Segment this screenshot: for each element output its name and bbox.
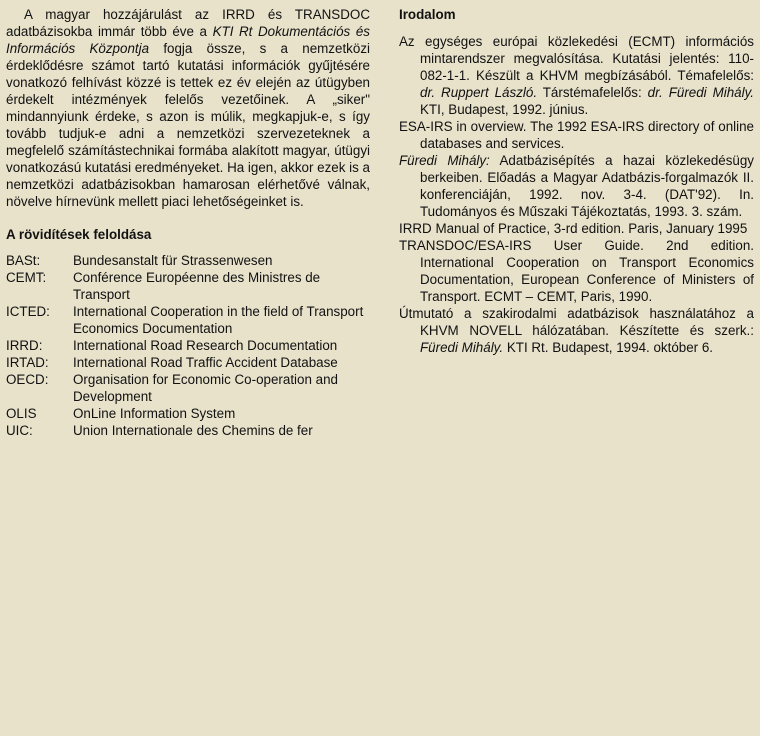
abbreviation-value: Union Internationale des Chemins de fer	[73, 423, 313, 438]
reference-text: Az egységes európai közlekedési (ECMT) információs mintarendszer megvalósítása. Kutatási jelentés: 110-082-1-1. Készült a KHVM megbízásából. Témafelelős:	[399, 34, 754, 83]
abbreviation-row	[6, 303, 370, 337]
abbreviation-row	[6, 269, 370, 303]
abbreviation-key: CEMT:	[6, 270, 47, 285]
abbreviation-value: OnLine Information System	[73, 406, 236, 421]
abbreviation-row	[6, 405, 370, 422]
left-column	[6, 6, 370, 439]
abbreviation-key: ICTED:	[6, 304, 50, 319]
abbreviation-row	[6, 371, 370, 405]
literature-heading: Irodalom	[399, 7, 456, 22]
reference-item: IRRD Manual of Practice, 3-rd edition. Paris, January 1995	[399, 221, 748, 236]
reference-text: Útmutató a szakirodalmi adatbázisok használatához a KHVM NOVELL hálózatában. Készítette és szerk.:	[399, 306, 754, 338]
abbreviation-key: OLIS	[6, 406, 37, 421]
abbreviation-row	[6, 337, 370, 354]
reference-item	[399, 305, 754, 356]
abbreviation-value: International Road Research Documentation	[73, 338, 338, 353]
abbreviation-value: Conférence Européenne des Ministres de Transport	[73, 270, 321, 302]
reference-author: dr. Füredi Mihály.	[647, 85, 754, 100]
reference-author: Füredi Mihály:	[399, 153, 490, 168]
intro-text-2: fogja össze, s a nemzetközi érdeklődésre számot tartó kutatási információk gyűjtésére vonatkozó felhívást közzé is tettek ez év elején az útügyben érdekelt intézmények felelős vezetőinek. A „siker" mindannyiunk érdeke, s azon is múlik, megkapjuk-e, s így tovább tudjuk-e adni a nemzetközi szervezeteknek a megfelelő számítástechnikai formába alakított magyar, útügyi vonatkozású kutatási eredményeket. Ha igen, akkor ezek is a nemzetközi adatbázisokban hamarosan elérhetővé válnak, növelve hírnevünk mellett piaci lehetőségeinket is.	[6, 41, 370, 209]
abbreviation-value: International Cooperation in the field of Transport Economics Documentation	[73, 304, 364, 336]
abbreviation-value: Organisation for Economic Co-operation and Development	[73, 372, 338, 404]
reference-text: KTI, Budapest, 1992. június.	[420, 102, 589, 117]
reference-text: Társtémafelelős:	[537, 85, 648, 100]
reference-author: dr. Ruppert László.	[420, 85, 538, 100]
abbreviation-value: Bundesanstalt für Strassenwesen	[73, 253, 273, 268]
reference-text: Adatbázisépítés a hazai közlekedésügy berkeiben. Előadás a Magyar Adatbázis-forgalmazók II. konferenciáján, 1992. nov. 3-4. (DAT'92). In. Tudományos és Műszaki Tájékoztatás, 1993. 3. szám.	[420, 153, 754, 219]
abbreviations-heading: A rövidítések feloldása	[6, 227, 152, 242]
intro-paragraph	[6, 6, 370, 210]
abbreviation-key: UIC:	[6, 423, 33, 438]
intro-text-1: A magyar hozzájárulást az IRRD és TRANSDOC adatbázisokba immár több éve a	[6, 7, 370, 39]
reference-author: Füredi Mihály.	[420, 340, 504, 355]
abbreviation-key: IRRD:	[6, 338, 43, 353]
abbreviation-key: BASt:	[6, 253, 41, 268]
abbreviation-key: OECD:	[6, 372, 49, 387]
abbreviation-value: International Road Traffic Accident Database	[73, 355, 338, 370]
reference-item: ESA-IRS in overview. The 1992 ESA-IRS directory of online databases and services.	[399, 119, 754, 151]
abbreviation-row	[6, 422, 370, 439]
abbreviation-row	[6, 354, 370, 371]
reference-item	[399, 152, 754, 220]
reference-text: KTI Rt. Budapest, 1994. október 6.	[503, 340, 714, 355]
abbreviation-key: IRTAD:	[6, 355, 49, 370]
reference-item: TRANSDOC/ESA-IRS User Guide. 2nd edition. International Cooperation on Transport Economics Documentation, European Conference of Ministers of Transport. ECMT – CEMT, Paris, 1990.	[399, 238, 754, 304]
abbreviation-row	[6, 252, 370, 269]
intro-italic: KTI Rt Dokumentációs és Információs Központja	[6, 24, 370, 56]
abbreviation-list	[6, 252, 370, 439]
reference-list	[399, 33, 754, 356]
reference-item	[399, 33, 754, 118]
right-column	[399, 6, 754, 356]
